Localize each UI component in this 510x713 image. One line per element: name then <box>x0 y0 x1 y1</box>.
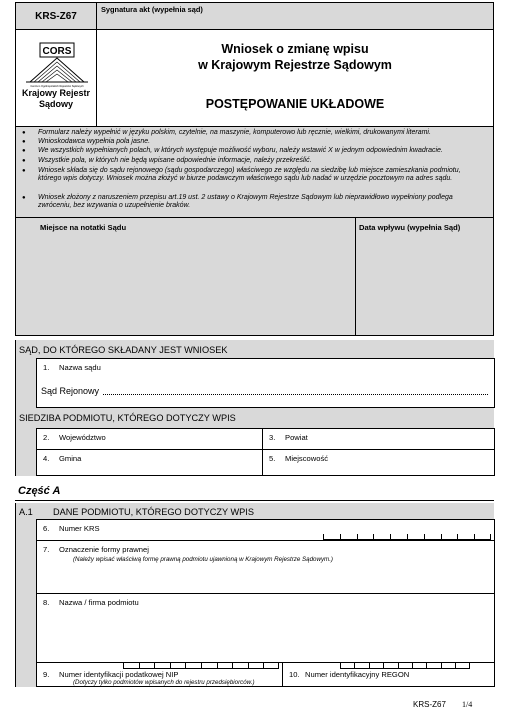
registry-line1: Krajowy Rejestr <box>21 88 91 98</box>
field-number: 4. <box>43 454 50 463</box>
logo-text: CORS <box>42 46 72 57</box>
cors-logo <box>26 42 88 88</box>
field-label: Nazwa sądu <box>59 363 101 372</box>
krs-number-field[interactable] <box>36 519 495 541</box>
field-note: (Należy wpisać właściwą formę prawną podmiotu ujawnioną w Krajowym Rejestrze Sądowym.) <box>73 556 333 563</box>
court-name-field[interactable] <box>36 358 495 408</box>
voivodeship-field[interactable] <box>36 428 263 450</box>
field-number: 7. <box>43 545 50 554</box>
signature-box <box>96 2 494 30</box>
field-number: 2. <box>43 433 50 442</box>
court-name-dotline <box>103 394 488 395</box>
nip-digit-boxes <box>123 662 279 669</box>
instruction-item: ● We wszystkich wypełnianych polach, w których występuje możliwość wyboru, należy wstawić X w jednym odpowiednim kwadracie. <box>22 147 482 155</box>
legal-form-field[interactable] <box>36 540 495 594</box>
field-label: Numer identyfikacji podatkowej NIP <box>59 670 179 679</box>
court-notes-area <box>15 217 356 336</box>
instruction-item: ● Wniosek składa się do sądu rejonowego (sądu gospodarczego) właściwego ze względu na siedzibę lub miejsce zamieszkania podmiotu, którego wpis dotyczy. Wniosek można złożyć w biurze podawczym właściwego sądu lub nadać w urzędzie pocztowym na adres sądu. <box>22 167 482 184</box>
date-received-area <box>355 217 494 336</box>
subtitle: POSTĘPOWANIE UKŁADOWE <box>205 97 385 111</box>
field-label: Powiat <box>285 433 308 442</box>
field-number: 8. <box>43 598 50 607</box>
registry-line2: Sądowy <box>38 99 73 109</box>
district-field[interactable] <box>262 428 495 450</box>
a1-title: DANE PODMIOTU, KTÓREGO DOTYCZY WPIS <box>53 507 254 517</box>
a1-section <box>15 503 494 687</box>
entity-name-field[interactable] <box>36 593 495 663</box>
krs-digit-boxes <box>323 533 491 540</box>
part-a-title: Część A <box>18 485 61 497</box>
seat-section <box>15 408 494 476</box>
footer-form-code: KRS-Z67 <box>413 700 446 709</box>
form-code-box <box>15 2 97 30</box>
footer-page-number: 1/4 <box>462 700 473 709</box>
field-note: (Dotyczy tylko podmiotów wpisanych do rejestru przedsiębiorców.) <box>73 679 255 686</box>
date-label: Data wpływu (wypełnia Sąd) <box>359 223 461 232</box>
logo-small-text: Centrum Ogólnopolskich Rejestrów Sądowych <box>30 85 84 88</box>
field-number: 9. <box>43 670 50 679</box>
court-section-title: SĄD, DO KTÓREGO SKŁADANY JEST WNIOSEK <box>19 345 228 355</box>
field-number: 5. <box>269 454 276 463</box>
field-label: Numer KRS <box>59 524 100 533</box>
field-label: Gmina <box>59 454 82 463</box>
court-name-text: Sąd Rejonowy <box>41 386 100 396</box>
field-label: Miejscowość <box>285 454 329 463</box>
field-number: 3. <box>269 433 276 442</box>
instruction-item: ● Wnioskodawca wypełnia pola jasne. <box>22 138 482 146</box>
field-label: Nazwa / firma podmiotu <box>59 598 139 607</box>
locality-field[interactable] <box>262 449 495 476</box>
commune-field[interactable] <box>36 449 263 476</box>
regon-field[interactable] <box>282 662 495 687</box>
field-number: 10. <box>289 670 300 679</box>
title-line2: w Krajowym Rejestrze Sądowym <box>198 58 392 72</box>
part-a-rule <box>15 500 494 501</box>
form-code: KRS-Z67 <box>35 11 77 22</box>
field-label: Oznaczenie formy prawnej <box>59 545 149 554</box>
notes-label: Miejsce na notatki Sądu <box>40 223 127 232</box>
instruction-item: ● Wszystkie pola, w których nie będą wpisane odpowiednie informacje, należy przekreślić. <box>22 157 482 165</box>
nip-field[interactable] <box>36 662 283 687</box>
instruction-item: ● Wniosek złożony z naruszeniem przepisu art.19 ust. 2 ustawy o Krajowym Rejestrze Sądowym lub nieprawidłowo wypełniony podlega zwróceniu, bez wzywania o uzupełnienie braków. <box>22 194 482 211</box>
title-line1: Wniosek o zmianę wpisu <box>221 42 369 56</box>
title-box <box>96 29 494 127</box>
logo-box <box>15 29 97 127</box>
seat-section-title: SIEDZIBA PODMIOTU, KTÓREGO DOTYCZY WPIS <box>19 413 236 423</box>
instructions-panel <box>15 126 494 218</box>
field-label: Numer identyfikacyjny REGON <box>305 670 410 679</box>
field-label: Województwo <box>59 433 106 442</box>
field-number: 6. <box>43 524 50 533</box>
regon-digit-boxes <box>340 662 470 669</box>
instruction-item: ● Formularz należy wypełnić w języku polskim, czytelnie, na maszynie, komputerowo lub ręcznie, wielkimi, drukowanymi literami. <box>22 129 482 137</box>
field-number: 1. <box>43 363 50 372</box>
signature-label: Sygnatura akt (wypełnia sąd) <box>101 5 203 14</box>
a1-code: A.1 <box>19 507 33 517</box>
court-section <box>15 340 494 408</box>
